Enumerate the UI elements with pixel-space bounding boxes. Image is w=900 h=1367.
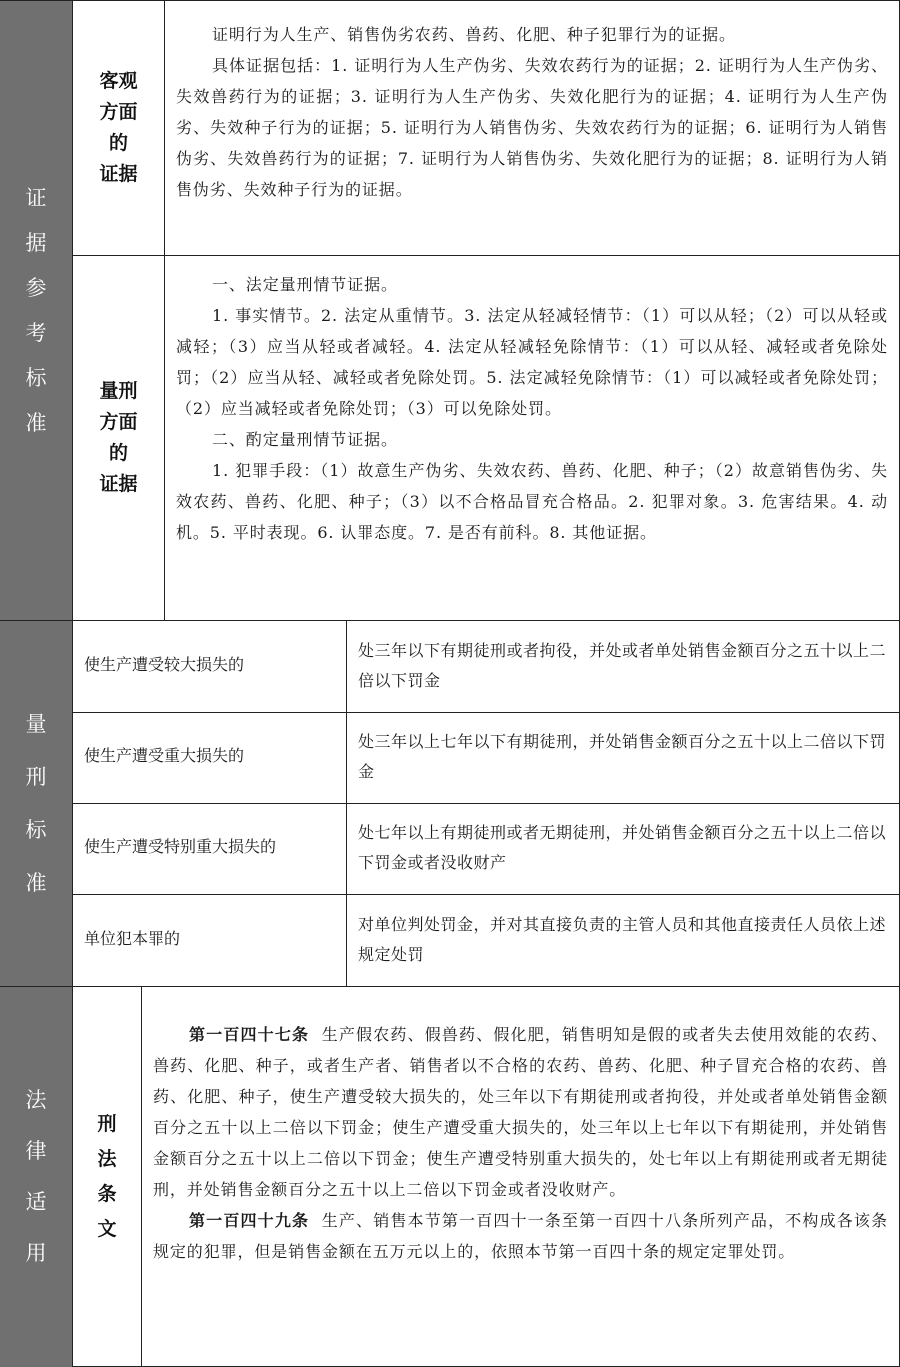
section-label-law: [0, 987, 72, 1367]
sentencing-para-2: 1. 犯罪手段：（1）故意生产伪劣、失效农药、兽药、化肥、种子；（2）故意销售伪劣、失效农药、兽药、化肥、种子；（3）以不合格品冒充合格品。2. 犯罪对象。3. 危害结果。4. 动机。5. 平时表现。6. 认罪态度。7. 是否有前科。8. 其他证据。: [176, 461, 888, 542]
article-149: [153, 1205, 888, 1267]
sentencing-para-1: 1. 事实情节。2. 法定从重情节。3. 法定从轻减轻情节：（1）可以从轻；（2）可以从轻或减轻；（3）应当从轻或者减轻。4. 法定从轻减轻免除情节：（1）可以从轻、减轻或者免除处罚；（2）应当从轻、减轻或者免除处罚。5. 法定减轻免除情节：（1）可以减轻或者免除处罚；（2）应当减轻或者免除处罚；（3）可以免除处罚。: [176, 306, 888, 418]
standard-row-penalty: 处三年以下有期徒刑或者拘役，并处或者单处销售金额百分之五十以上二倍以下罚金: [358, 641, 887, 690]
section-label-char: 适: [25, 1190, 47, 1214]
section-label-char: 证: [25, 185, 47, 210]
law-articles-text: [153, 1019, 888, 1267]
sublabel-line: 条: [97, 1183, 117, 1205]
sublabel-line: 的: [108, 132, 128, 154]
sublabel-objective: [73, 1, 164, 255]
section-label-char: 律: [25, 1139, 47, 1163]
sublabel-line: 证据: [99, 473, 138, 495]
article-147-text: 生产假农药、假兽药、假化肥，销售明知是假的或者失去使用效能的农药、兽药、化肥、种子，或者生产者、销售者以不合格的农药、兽药、化肥、种子冒充合格的农药、兽药、化肥、种子，使生产遭受较大损失的，处三年以下有期徒刑或者拘役，并处或者单处销售金额百分之五十以上二倍以下罚金；使生产遭受重大损失的，处三年以上七年以下有期徒刑，并处销售金额百分之五十以上二倍以下罚金；使生产遭受特别重大损失的，处七年以上有期徒刑或者无期徒刑，并处销售金额百分之五十以上二倍以下罚金或者没收财产。: [153, 1025, 888, 1199]
section-label-standard: [0, 621, 72, 986]
section-label-char: 准: [25, 410, 47, 435]
standard-row-condition: 单位犯本罪的: [84, 929, 181, 948]
section-label-char: 考: [25, 320, 47, 345]
article-147-title: 第一百四十七条: [189, 1025, 310, 1044]
sublabel-line: 的: [108, 442, 128, 464]
sentencing-heading-1: 一、法定量刑情节证据。: [212, 275, 398, 294]
article-149-text: 生产、销售本节第一百四十一条至第一百四十八条所列产品，不构成各该条规定的犯罪，但是销售金额在五万元以上的，依照本节第一百四十条的规定定罪处罚。: [153, 1211, 888, 1261]
section-label-char: 参: [25, 275, 47, 300]
standard-row-condition: 使生产遭受重大损失的: [84, 746, 245, 765]
sublabel-criminal-law: [73, 987, 141, 1367]
section-label-char: 刑: [25, 764, 47, 789]
section-label-char: 量: [25, 711, 47, 736]
objective-details: 具体证据包括：1. 证明行为人生产伪劣、失效农药行为的证据；2. 证明行为人生产伪劣、失效兽药行为的证据；3. 证明行为人生产伪劣、失效化肥行为的证据；4. 证明行为人生产伪劣、失效种子行为的证据；5. 证明行为人销售伪劣、失效农药行为的证据；6. 证明行为人销售伪劣、失效兽药行为的证据；7. 证明行为人销售伪劣、失效化肥行为的证据；8. 证明行为人销售伪劣、失效种子行为的证据。: [176, 56, 888, 199]
section-label-char: 用: [25, 1241, 47, 1265]
standard-row-condition: 使生产遭受较大损失的: [84, 655, 245, 674]
section-label-char: 据: [25, 230, 47, 255]
standard-row-penalty: 处三年以上七年以下有期徒刑，并处销售金额百分之五十以上二倍以下罚金: [358, 732, 887, 781]
sublabel-line: 文: [97, 1218, 117, 1240]
sentencing-evidence-text: [176, 269, 888, 548]
sublabel-line: 量刑: [99, 380, 138, 402]
section-label-evidence: [0, 1, 72, 620]
sublabel-line: 证据: [99, 163, 138, 185]
sublabel-line: 刑: [97, 1113, 117, 1135]
standard-row-penalty: 对单位判处罚金，并对其直接负责的主管人员和其他直接责任人员依上述规定处罚: [358, 915, 887, 964]
objective-evidence-text: [176, 19, 888, 205]
section-label-char: 标: [25, 817, 47, 842]
sublabel-line: 客观: [99, 70, 138, 92]
sublabel-line: 方面: [99, 101, 138, 123]
article-149-title: 第一百四十九条: [189, 1211, 310, 1230]
objective-intro: 证明行为人生产、销售伪劣农药、兽药、化肥、种子犯罪行为的证据。: [212, 25, 736, 44]
sublabel-line: 法: [97, 1148, 117, 1170]
sublabel-line: 方面: [99, 411, 138, 433]
sentencing-heading-2: 二、酌定量刑情节证据。: [212, 430, 398, 449]
standard-row-penalty: 处七年以上有期徒刑或者无期徒刑，并处销售金额百分之五十以上二倍以下罚金或者没收财产: [358, 823, 887, 872]
sublabel-sentencing: [73, 256, 164, 620]
article-147: [153, 1019, 888, 1205]
standard-row-condition: 使生产遭受特别重大损失的: [84, 837, 277, 856]
section-label-char: 标: [25, 365, 47, 390]
section-label-char: 法: [25, 1088, 47, 1112]
section-label-char: 准: [25, 870, 47, 895]
